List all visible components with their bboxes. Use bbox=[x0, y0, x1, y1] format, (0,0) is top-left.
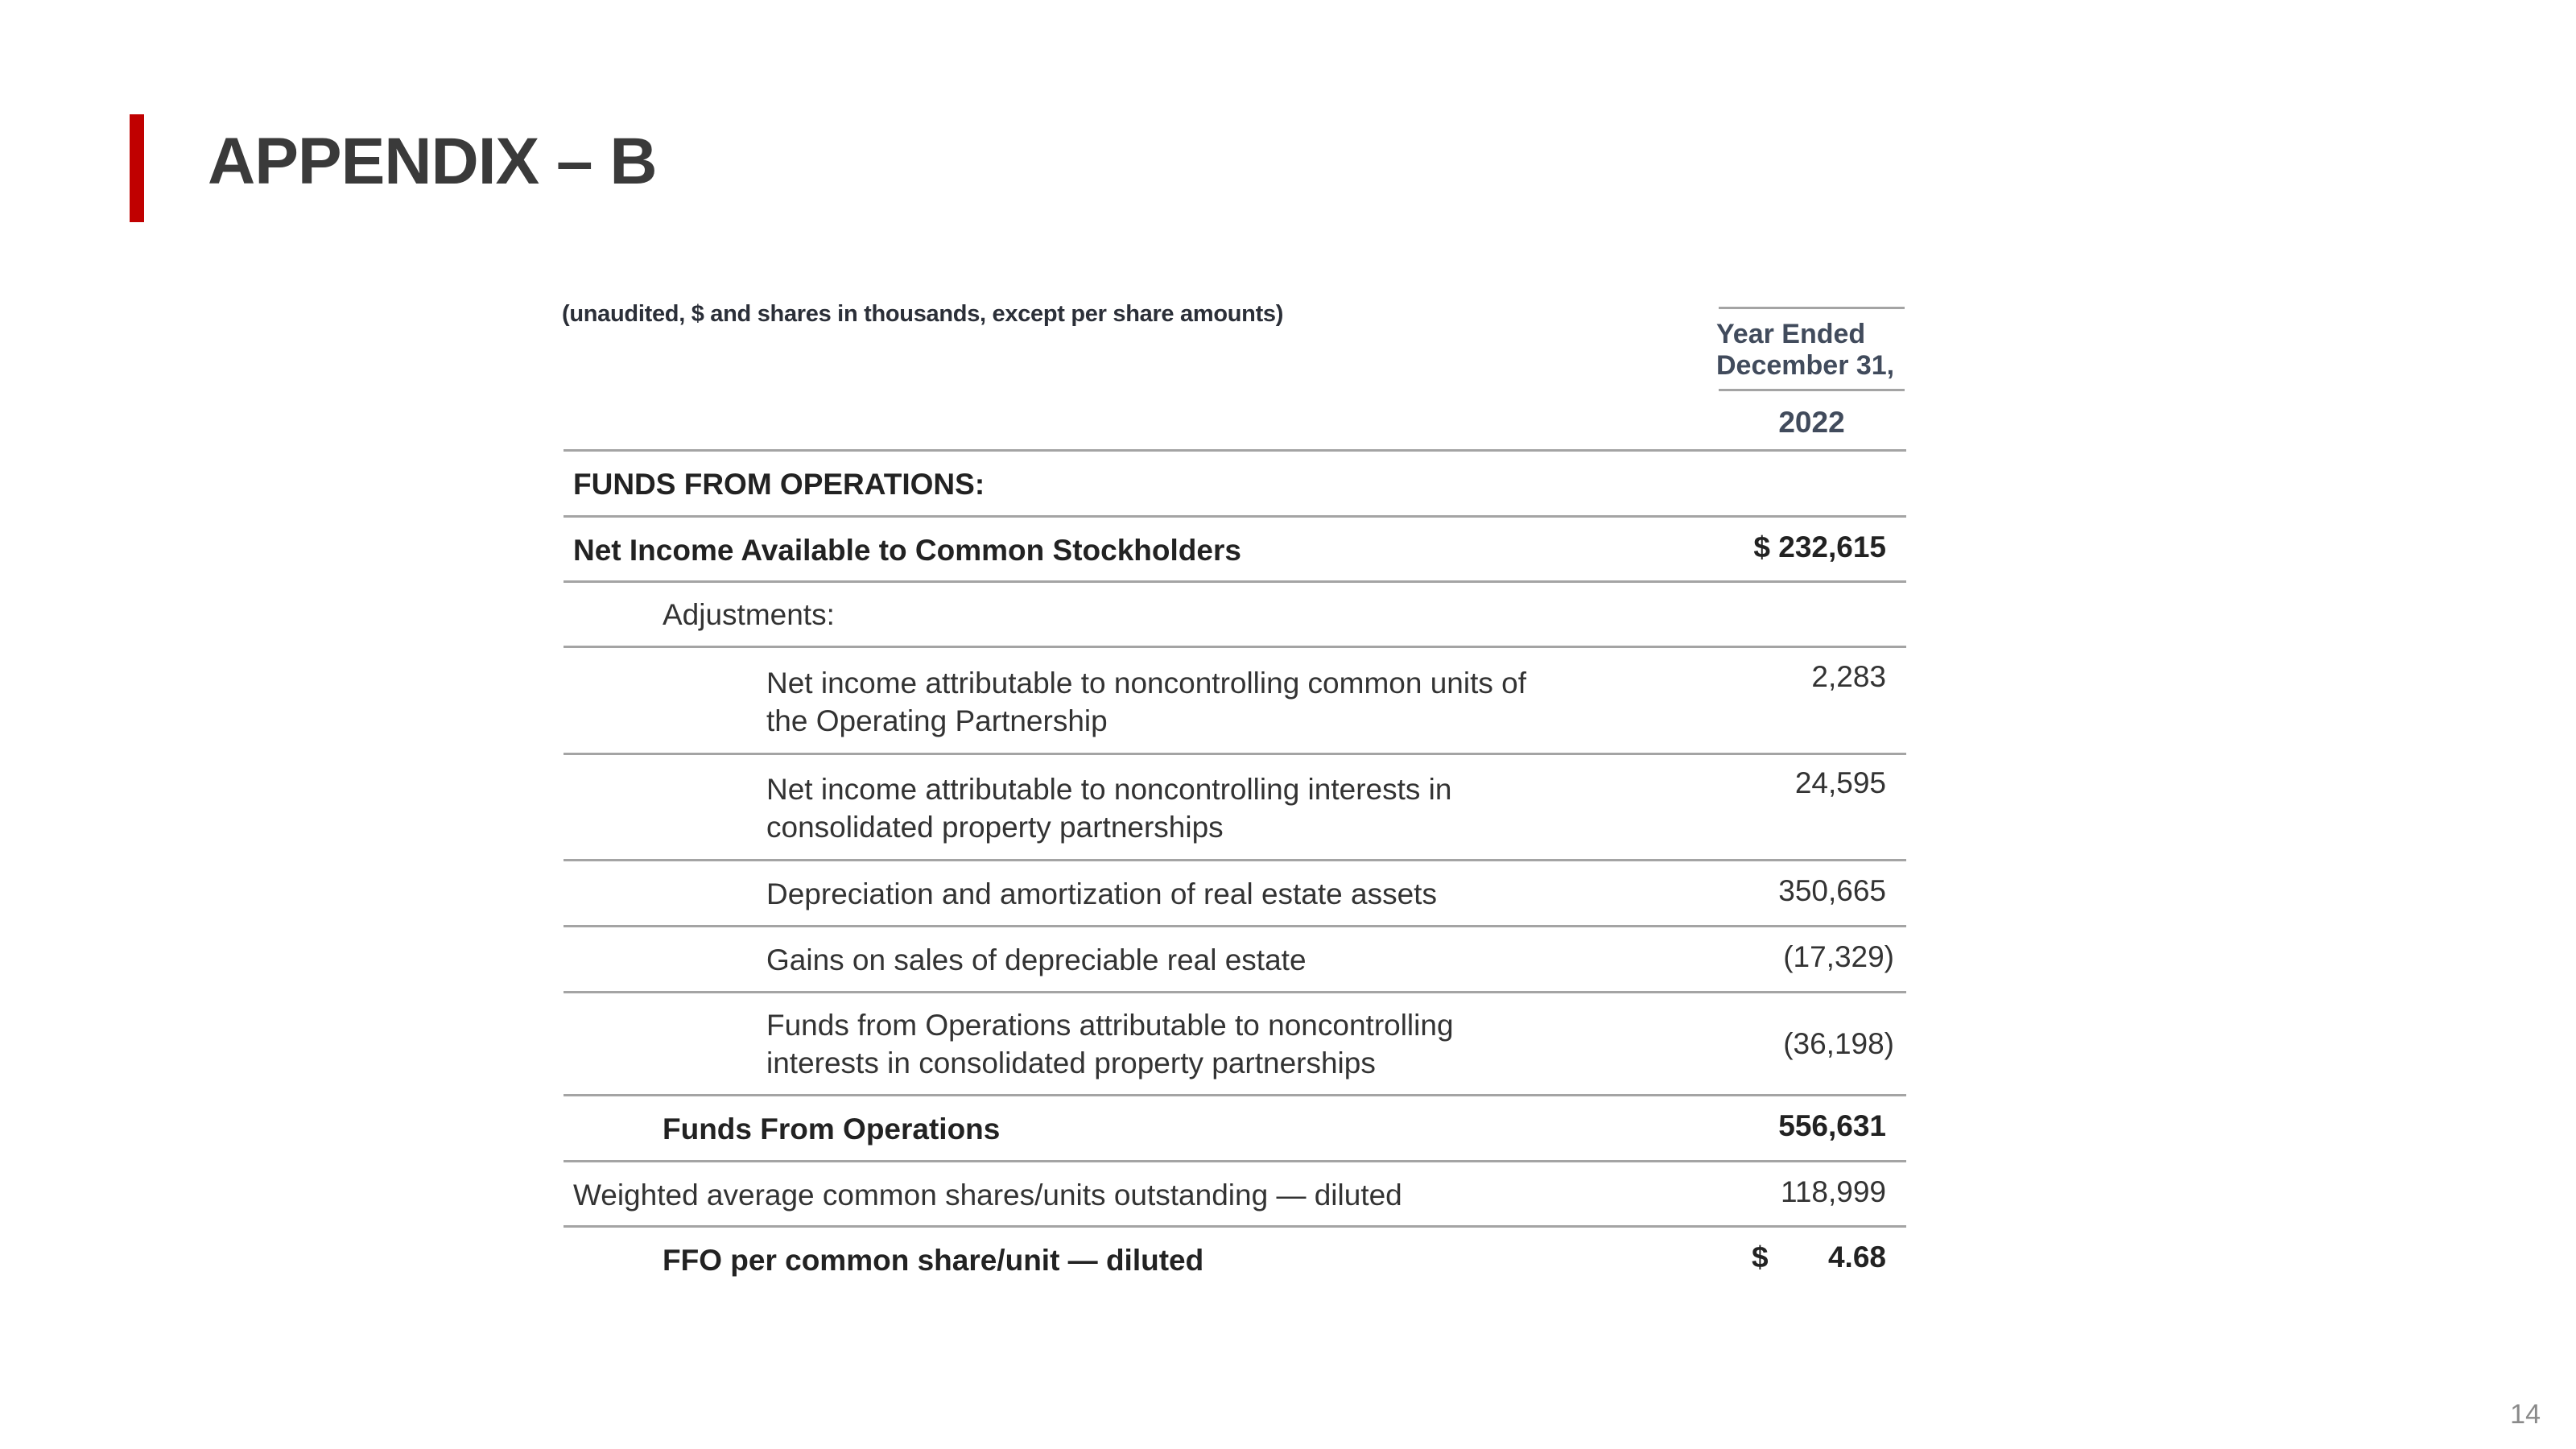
row-label: Depreciation and amortization of real estate assets bbox=[766, 877, 1437, 910]
table-caption: (unaudited, $ and shares in thousands, except per share amounts) bbox=[562, 301, 1284, 327]
title-accent-bar bbox=[130, 114, 144, 222]
row-label: Gains on sales of depreciable real estate bbox=[766, 943, 1307, 976]
row-label-line1: Net income attributable to noncontrolling interests in bbox=[766, 773, 1452, 806]
row-label: FFO per common share/unit — diluted bbox=[663, 1244, 1204, 1277]
table-rule bbox=[564, 753, 1906, 755]
table-rule bbox=[564, 1160, 1906, 1162]
row-value: 350,665 bbox=[1778, 874, 1886, 907]
row-value: 118,999 bbox=[1781, 1175, 1886, 1208]
row-label-line2: consolidated property partnerships bbox=[766, 811, 1224, 844]
column-header-line1: Year Ended bbox=[1716, 319, 1866, 349]
column-header-year: 2022 bbox=[1778, 406, 1845, 439]
table-rule bbox=[564, 449, 1906, 452]
row-label-line1: Net income attributable to noncontrolling common units of bbox=[766, 667, 1527, 700]
table-rule bbox=[564, 1225, 1906, 1228]
row-label: Funds From Operations bbox=[663, 1113, 1001, 1146]
row-value: 2,283 bbox=[1811, 660, 1886, 693]
row-label: Net Income Available to Common Stockholders bbox=[573, 534, 1241, 567]
row-label: FUNDS FROM OPERATIONS: bbox=[573, 468, 985, 501]
row-value: (36,198) bbox=[1783, 1027, 1894, 1060]
table-rule bbox=[564, 580, 1906, 583]
row-label-line2: the Operating Partnership bbox=[766, 704, 1108, 737]
table-rule bbox=[564, 646, 1906, 648]
table-rule bbox=[564, 925, 1906, 927]
column-header-top-rule bbox=[1719, 307, 1905, 309]
column-header-line2: December 31, bbox=[1716, 350, 1895, 381]
row-label-line1: Funds from Operations attributable to noncontrolling bbox=[766, 1009, 1454, 1042]
slide-title: APPENDIX – B bbox=[208, 125, 657, 198]
row-value: 24,595 bbox=[1794, 766, 1886, 799]
row-label-line2: interests in consolidated property partnerships bbox=[766, 1046, 1376, 1080]
row-currency-symbol: $ bbox=[1752, 1241, 1769, 1274]
row-value: 4.68 bbox=[1827, 1241, 1886, 1274]
table-rule bbox=[564, 991, 1906, 993]
column-header-mid-rule bbox=[1719, 389, 1905, 391]
row-label: Weighted average common shares/units outstanding — diluted bbox=[573, 1179, 1402, 1212]
table-rule bbox=[564, 859, 1906, 861]
row-label: Adjustments: bbox=[663, 598, 835, 631]
row-value: 556,631 bbox=[1778, 1109, 1886, 1142]
row-value: $ 232,615 bbox=[1753, 530, 1886, 564]
row-value: (17,329) bbox=[1783, 940, 1894, 973]
table-rule bbox=[564, 1094, 1906, 1096]
table-rule bbox=[564, 515, 1906, 518]
page-number: 14 bbox=[2510, 1399, 2541, 1430]
